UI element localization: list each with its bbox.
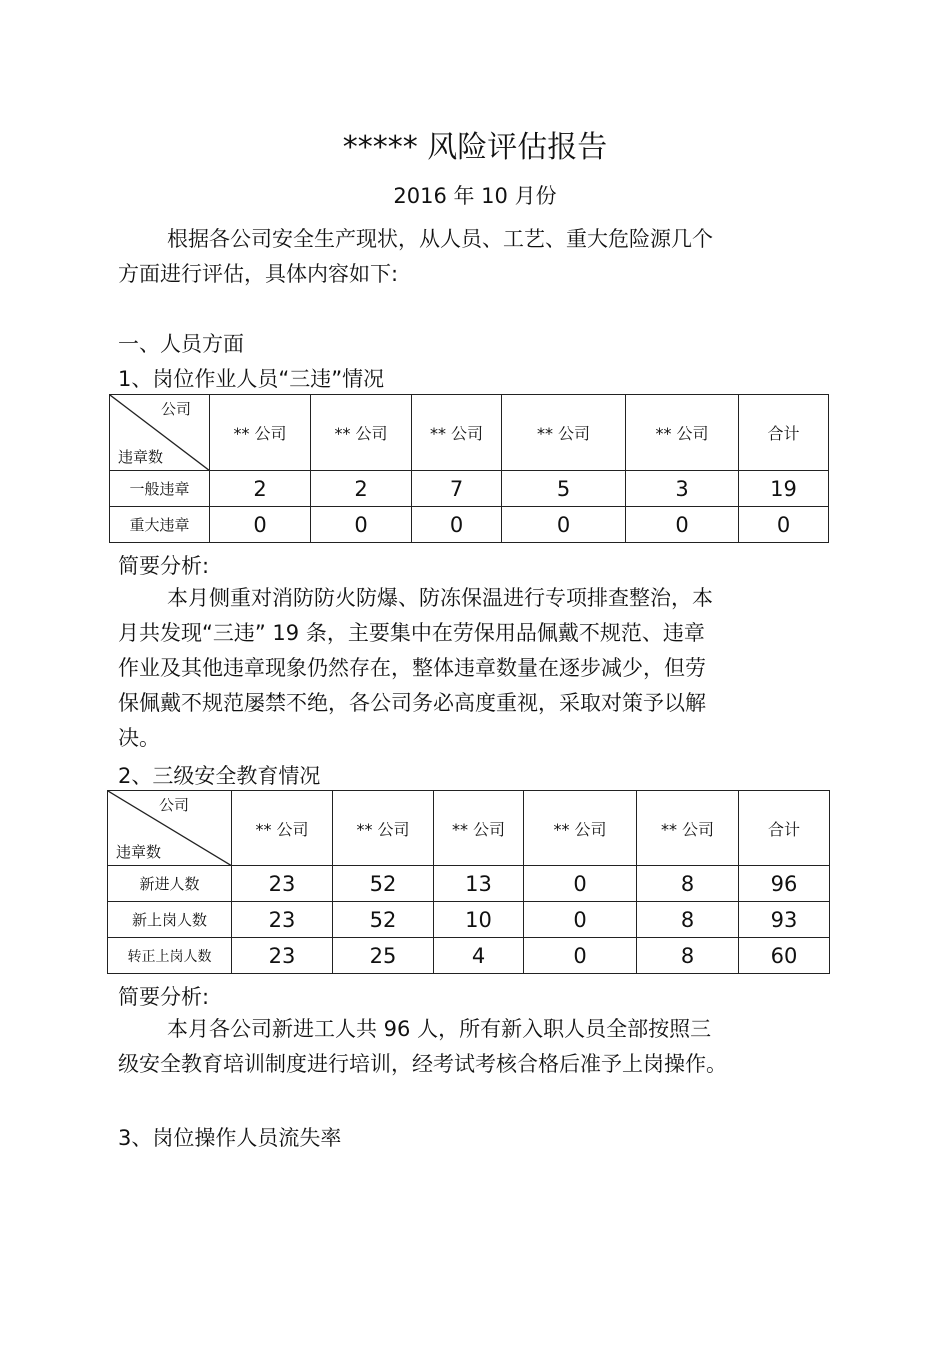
table-corner-cell xyxy=(110,395,210,471)
column-header: ** 公司 xyxy=(333,791,434,866)
row-label: 新上岗人数 xyxy=(108,902,232,938)
row-label: 新进人数 xyxy=(108,866,232,902)
table-cell: 8 xyxy=(637,938,739,974)
column-header-total: 合计 xyxy=(739,395,829,471)
column-header: ** 公司 xyxy=(502,395,626,471)
violations-table xyxy=(109,394,829,543)
section-heading-personnel: 一、人员方面 xyxy=(118,332,244,356)
safety-education-table xyxy=(107,790,830,974)
table-cell: 23 xyxy=(232,866,333,902)
analysis-education-line-2: 级安全教育培训制度进行培训，经考试考核合格后准予上岗操作。 xyxy=(118,1052,727,1076)
column-header: ** 公司 xyxy=(311,395,412,471)
table-cell: 25 xyxy=(333,938,434,974)
analysis-violations-line-3: 作业及其他违章现象仍然存在，整体违章数量在逐步减少，但劳 xyxy=(118,656,706,680)
table-cell: 3 xyxy=(626,471,739,507)
table-cell: 23 xyxy=(232,902,333,938)
table-cell: 8 xyxy=(637,866,739,902)
corner-label-count: 违章数 xyxy=(118,448,164,466)
table-cell: 7 xyxy=(412,471,502,507)
subheading-turnover-rate: 3、岗位操作人员流失率 xyxy=(118,1126,342,1150)
intro-line-1: 根据各公司安全生产现状，从人员、工艺、重大危险源几个 xyxy=(167,227,713,251)
table-cell: 2 xyxy=(311,471,412,507)
row-label: 转正上岗人数 xyxy=(108,938,232,974)
table-cell: 0 xyxy=(311,507,412,543)
table-row xyxy=(108,938,830,974)
table-cell: 52 xyxy=(333,902,434,938)
intro-line-2: 方面进行评估，具体内容如下: xyxy=(118,262,399,286)
table-cell: 0 xyxy=(524,902,637,938)
report-date: 2016 年 10 月份 xyxy=(393,184,557,208)
table-cell: 23 xyxy=(232,938,333,974)
table-cell: 8 xyxy=(637,902,739,938)
analysis-label-education: 简要分析: xyxy=(118,985,210,1009)
table-cell: 52 xyxy=(333,866,434,902)
table-row xyxy=(110,507,829,543)
table-cell-total: 93 xyxy=(739,902,830,938)
table-row xyxy=(108,902,830,938)
analysis-violations-line-5: 决。 xyxy=(118,726,160,750)
row-label: 重大违章 xyxy=(110,507,210,543)
row-label: 一般违章 xyxy=(110,471,210,507)
column-header: ** 公司 xyxy=(637,791,739,866)
corner-label-company: 公司 xyxy=(158,796,189,814)
column-header: ** 公司 xyxy=(232,791,333,866)
subheading-violations: 1、岗位作业人员“三违”情况 xyxy=(118,367,385,391)
column-header: ** 公司 xyxy=(626,395,739,471)
analysis-education-line-1: 本月各公司新进工人共 96 人，所有新入职人员全部按照三 xyxy=(167,1017,712,1041)
analysis-violations-line-4: 保佩戴不规范屡禁不绝，各公司务必高度重视，采取对策予以解 xyxy=(118,691,706,715)
table-cell: 0 xyxy=(626,507,739,543)
subheading-safety-education: 2、三级安全教育情况 xyxy=(118,764,321,788)
table-cell: 0 xyxy=(210,507,311,543)
table-row xyxy=(108,866,830,902)
table-cell: 10 xyxy=(434,902,524,938)
table-cell: 5 xyxy=(502,471,626,507)
table-cell: 13 xyxy=(434,866,524,902)
table-cell-total: 19 xyxy=(739,471,829,507)
page-title: ***** 风险评估报告 xyxy=(342,130,608,165)
table-cell: 0 xyxy=(502,507,626,543)
table-cell: 2 xyxy=(210,471,311,507)
table-row xyxy=(110,471,829,507)
column-header: ** 公司 xyxy=(210,395,311,471)
table-corner-cell xyxy=(108,791,232,866)
analysis-label-violations: 简要分析: xyxy=(118,554,210,578)
column-header-total: 合计 xyxy=(739,791,830,866)
analysis-violations-line-2: 月共发现“三违” 19 条，主要集中在劳保用品佩戴不规范、违章 xyxy=(118,621,705,645)
analysis-violations-line-1: 本月侧重对消防防火防爆、防冻保温进行专项排查整治，本 xyxy=(167,586,713,610)
corner-label-company: 公司 xyxy=(160,400,191,418)
table-cell: 0 xyxy=(524,938,637,974)
table-cell-total: 0 xyxy=(739,507,829,543)
corner-label-count: 违章数 xyxy=(116,843,162,861)
table-cell: 0 xyxy=(412,507,502,543)
column-header: ** 公司 xyxy=(434,791,524,866)
table-cell-total: 60 xyxy=(739,938,830,974)
table-cell-total: 96 xyxy=(739,866,830,902)
table-cell: 0 xyxy=(524,866,637,902)
table-cell: 4 xyxy=(434,938,524,974)
column-header: ** 公司 xyxy=(412,395,502,471)
column-header: ** 公司 xyxy=(524,791,637,866)
